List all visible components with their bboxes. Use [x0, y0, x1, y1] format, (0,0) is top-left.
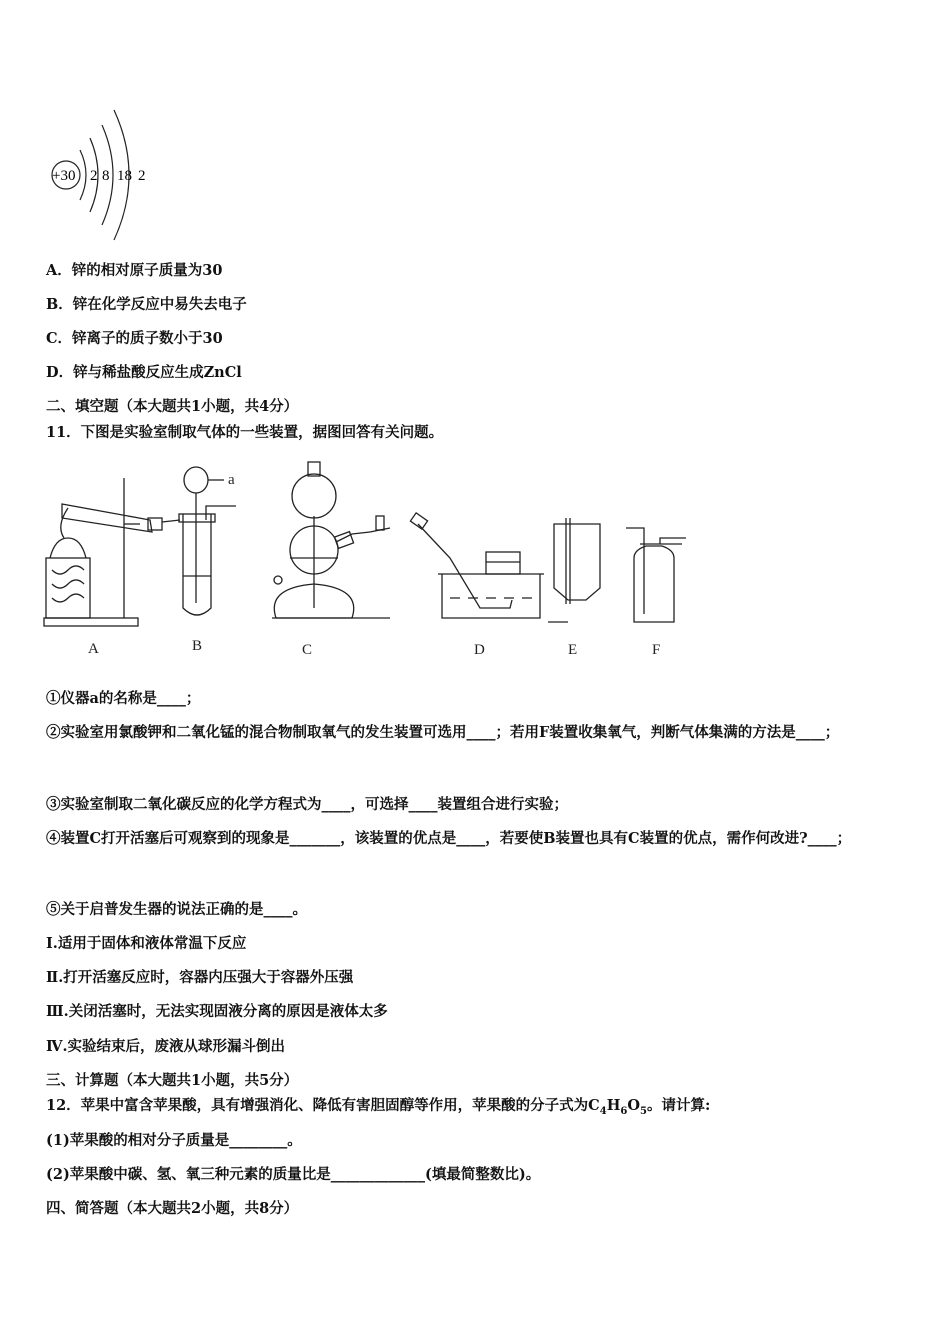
apparatus-c [272, 462, 390, 658]
section-4-heading: 四、简答题（本大题共2小题，共8分） [46, 1200, 299, 1217]
q11-part-2: ②实验室用氯酸钾和二氧化锰的混合物制取氧气的发生装置可选用____；若用F装置收集氧气，判断气体集满的方法是____； [46, 724, 840, 741]
q11-part-4: ④装置C打开活塞后可观察到的现象是_______，该装置的优点是____，若要使B装置也具有C装置的优点，需作何改进?____； [46, 830, 852, 847]
label-b: B [192, 638, 203, 654]
question-12-stem: 12．苹果中富含苹果酸，具有增强消化、降低有害胆固醇等作用，苹果酸的分子式为$C_4H_6O_5$。请计算: [46, 1097, 711, 1117]
q11-part-1: ①仪器a的名称是____； [46, 690, 201, 707]
apparatus-e [548, 518, 600, 658]
zinc-atom-structure-diagram [40, 100, 160, 250]
q11-statement-3: Ⅲ.关闭活塞时，无法实现固液分离的原因是液体太多 [46, 1003, 388, 1020]
q11-part-5: ⑤关于启普发生器的说法正确的是____。 [46, 901, 307, 918]
q11-part-3: ③实验室制取二氧化碳反应的化学方程式为____，可选择____装置组合进行实验； [46, 796, 568, 813]
lab-apparatus-figure [40, 458, 700, 668]
apparatus-b [179, 467, 236, 654]
label-f: F [652, 642, 661, 658]
label-c: C [302, 642, 313, 658]
apparatus-f [626, 528, 686, 658]
shell-4-electrons: 2 [138, 168, 146, 184]
label-a: A [88, 641, 99, 657]
apparatus-d [410, 513, 544, 658]
shell-2-electrons: 8 [102, 168, 110, 184]
q12-part-2: (2)苹果酸中碳、氢、氧三种元素的质量比是_____________(填最简整数比)。 [46, 1166, 541, 1183]
label-e: E [568, 642, 578, 658]
option-c: C．锌离子的质子数小于30 [46, 330, 223, 347]
option-b: B．锌在化学反应中易失去电子 [46, 296, 247, 313]
q11-statement-4: Ⅳ.实验结束后，废液从球形漏斗倒出 [46, 1038, 286, 1055]
q12-part-1: (1)苹果酸的相对分子质量是________。 [46, 1132, 302, 1149]
label-d: D [474, 642, 485, 658]
shell-3-electrons: 18 [117, 168, 132, 184]
section-2-heading: 二、填空题（本大题共1小题，共4分） [46, 398, 299, 415]
q11-statement-2: Ⅱ.打开活塞反应时，容器内压强大于容器外压强 [46, 969, 354, 986]
option-a: A．锌的相对原子质量为30 [46, 262, 223, 279]
question-11-stem: 11．下图是实验室制取气体的一些装置，据图回答有关问题。 [46, 424, 444, 441]
option-d: D．锌与稀盐酸反应生成ZnCl [46, 364, 242, 381]
section-3-heading: 三、计算题（本大题共1小题，共5分） [46, 1072, 299, 1089]
instrument-a-label: a [228, 472, 235, 488]
apparatus-a [44, 478, 180, 657]
nucleus-charge: +30 [52, 168, 76, 184]
shell-1-electrons: 2 [90, 168, 98, 184]
q11-statement-1: Ⅰ.适用于固体和液体常温下反应 [46, 935, 247, 952]
